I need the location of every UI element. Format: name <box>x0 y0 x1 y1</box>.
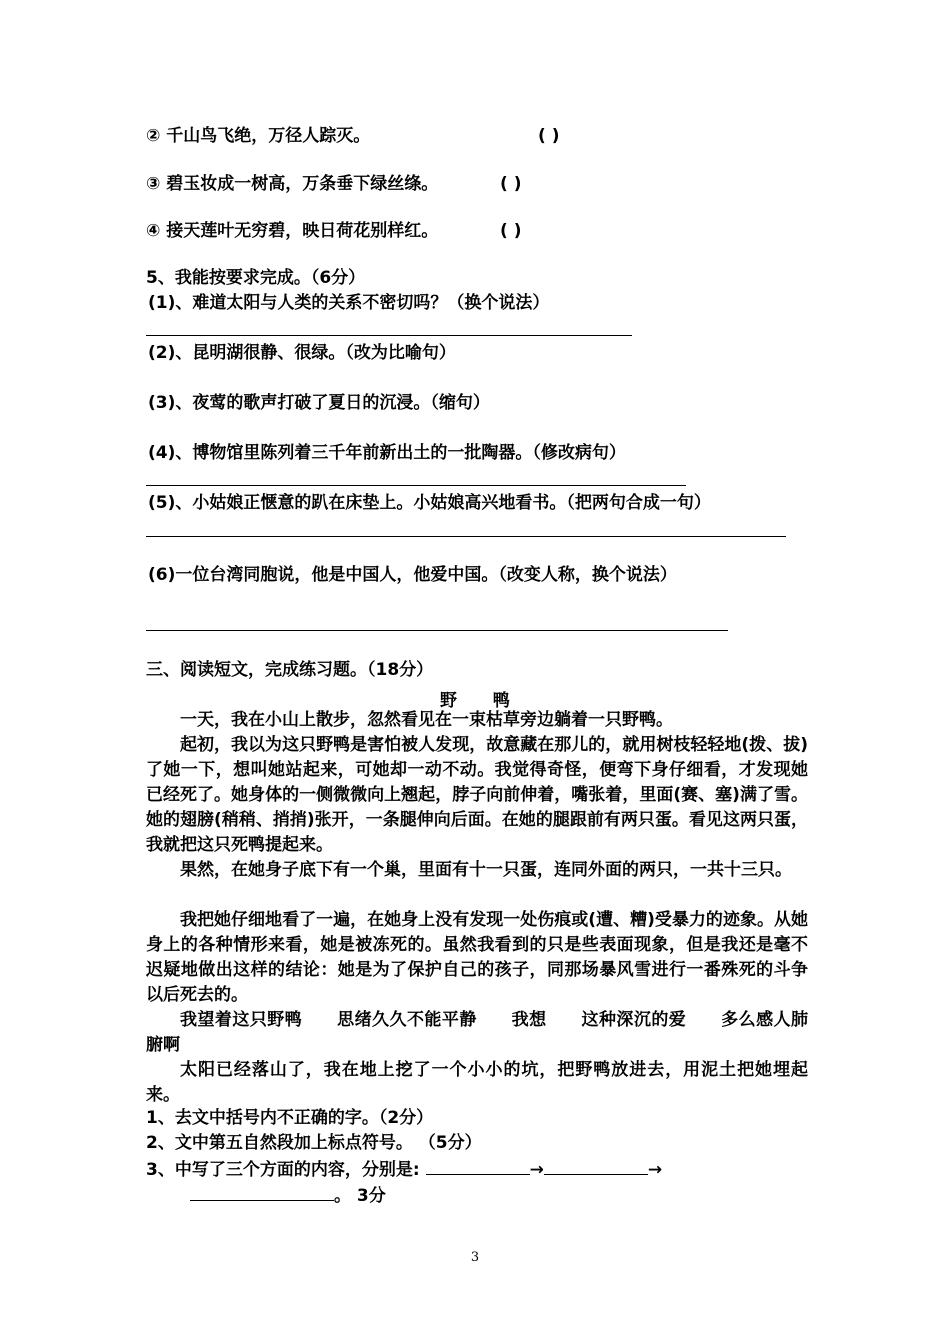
passage-paragraph-5: 我望着这只野鸭 思绪久久不能平静 我想 这种深沉的爱 多么感人肺腑啊 <box>146 1010 808 1055</box>
poem-item-text: ④ 接天莲叶无穷碧，映日荷花别样红。 <box>146 221 439 241</box>
answer-line-6[interactable] <box>146 630 728 631</box>
answer-line-1[interactable] <box>146 335 632 336</box>
passage-paragraph-2: 起初，我以为这只野鸭是害怕被人发现，故意藏在那儿的，就用树枝轻轻地(拨、拔)了她一下，想叫她站起来，可她却一动不动。我觉得奇怪，便弯下身仔细看，才发现她已经死了。她身体的一侧微微向上翘起，脖子向前伸着，嘴张着，里面(赛、塞)满了雪。她的翅膀(稍稍、捎捎)张开，一条腿伸向后面。在她的腿跟前有两只蛋。看见这两只蛋，我就把这只死鸭提起来。 <box>146 735 808 855</box>
arrow-icon: → <box>529 1160 544 1180</box>
question-3: (3)、夜莺的歌声打破了夏日的沉浸。（缩句） <box>148 393 490 413</box>
exercise-3-suffix: 。 3分 <box>334 1186 386 1206</box>
question-6: (6)一位台湾同胞说，他是中国人，他爱中国。（改变人称，换个说法） <box>148 565 677 585</box>
answer-paren-2[interactable]: ( ) <box>538 126 560 146</box>
section3-heading: 三、阅读短文，完成练习题。（18分） <box>146 660 434 680</box>
exercise-3-prefix: 3、中写了三个方面的内容，分别是: <box>146 1160 420 1180</box>
passage-paragraph-3: 果然，在她身子底下有一个巢，里面有十一只蛋，连同外面的两只，一共十三只。 <box>180 860 792 880</box>
passage-title: 野 鸭 <box>440 691 510 711</box>
exercise-3 <box>146 1160 662 1179</box>
exercise-3-line2 <box>190 1186 386 1205</box>
section5-heading: 5、我能按要求完成。（6分） <box>146 268 366 288</box>
poem-item-3 <box>146 176 438 193</box>
answer-paren-4[interactable]: ( ) <box>500 221 522 241</box>
poem-item-text: ③ 碧玉妆成一树高，万条垂下绿丝绦。 <box>146 174 439 194</box>
answer-paren-3[interactable]: ( ) <box>500 174 522 194</box>
page-number: 3 <box>470 1250 480 1265</box>
passage-paragraph-1: 一天，我在小山上散步，忽然看见在一束枯草旁边躺着一只野鸭。 <box>180 710 673 730</box>
poem-item-2 <box>146 128 370 145</box>
answer-blank-a[interactable] <box>426 1160 530 1175</box>
question-1: (1)、难道太阳与人类的关系不密切吗？（换个说法） <box>148 293 550 313</box>
answer-blank-b[interactable] <box>544 1160 648 1175</box>
arrow-icon: → <box>647 1160 663 1180</box>
question-2: (2)、昆明湖很静、很绿。（改为比喻句） <box>148 343 456 363</box>
passage-paragraph-6: 太阳已经落山了，我在地上挖了一个小小的坑，把野鸭放进去，用泥土把她埋起来。 <box>146 1060 808 1105</box>
passage-paragraph-4: 我把她仔细地看了一遍，在她身上没有发现一处伤痕或(遭、糟)受暴力的迹象。从她身上的各种情形来看，她是被冻死的。虽然我看到的只是些表面现象，但是我还是毫不迟疑地做出这样的结论：她是为了保护自己的孩子，同那场暴风雪进行一番殊死的斗争以后死去的。 <box>146 910 808 1005</box>
answer-line-4[interactable] <box>146 485 686 486</box>
exercise-1: 1、去文中括号内不正确的字。（2分） <box>146 1108 434 1128</box>
answer-line-5[interactable] <box>146 536 786 537</box>
poem-item-4 <box>146 223 438 240</box>
exercise-2: 2、文中第五自然段加上标点符号。 （5分） <box>146 1133 482 1153</box>
question-4: (4)、博物馆里陈列着三千年前新出土的一批陶器。（修改病句） <box>148 443 626 463</box>
answer-blank-c[interactable] <box>190 1186 334 1201</box>
poem-item-text: ② 千山鸟飞绝，万径人踪灭。 <box>146 126 371 146</box>
question-5: (5)、小姑娘正惬意的趴在床垫上。小姑娘高兴地看书。（把两句合成一句） <box>148 493 711 513</box>
